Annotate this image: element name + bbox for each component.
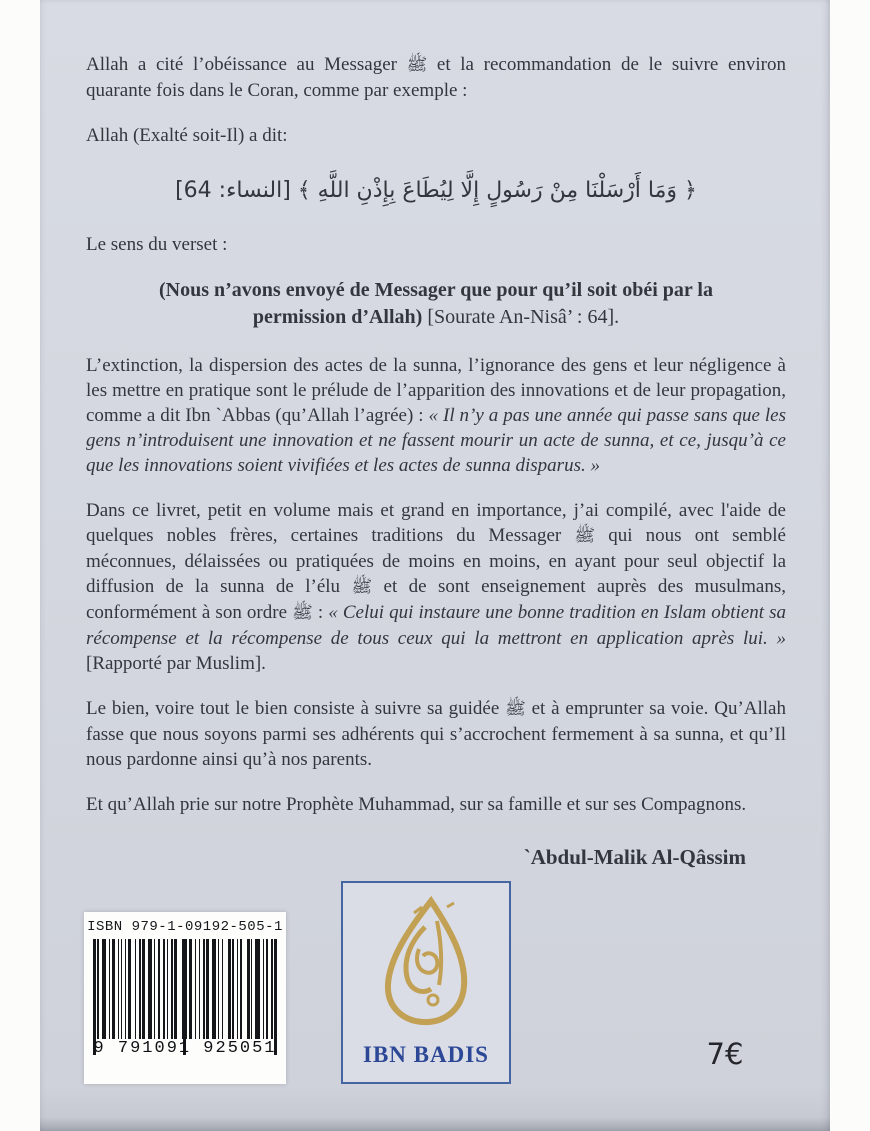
saws-calligraphy-icon: ﷺ bbox=[574, 526, 596, 546]
isbn-barcode bbox=[84, 912, 286, 1084]
paragraph-extinction bbox=[86, 353, 786, 478]
verse-meaning-label: Le sens du verset : bbox=[86, 234, 228, 255]
saws-calligraphy-icon: ﷺ bbox=[406, 55, 428, 75]
paragraph-guidance bbox=[86, 696, 786, 772]
paragraph-booklet-text-4: : bbox=[312, 602, 329, 623]
paragraph-extinction-text: L’extinction, la dispersion des actes de la sunna, l’ignorance des gens et leur négligence à les mettre en pratique sont le prélude de l’apparition des innovations et de leur propagation, comme a dit Ibn `Abbas (qu’Allah l’agrée) : bbox=[86, 355, 786, 426]
barcode-bars bbox=[93, 939, 277, 1039]
isbn-number-label: ISBN 979-1-09192-505-1 bbox=[87, 919, 283, 935]
author-signature: `Abdul-Malik Al-Qâssim bbox=[523, 845, 746, 869]
back-cover-text bbox=[40, 0, 830, 870]
saws-calligraphy-icon: ﷺ bbox=[292, 603, 313, 623]
verse-translation bbox=[149, 277, 723, 331]
saws-calligraphy-icon: ﷺ bbox=[351, 577, 373, 597]
publisher-calligraphy-icon bbox=[367, 893, 485, 1029]
publisher-name: IBN BADIS bbox=[363, 1042, 489, 1067]
book-back-cover bbox=[40, 0, 830, 1131]
paragraph-booklet bbox=[86, 498, 786, 676]
paragraph-booklet-text-3: et de sont enseignement auprès des musulmans, conformément à son ordre bbox=[86, 576, 786, 623]
ibn-abbas-quote: « Il n’y a pas une année qui passe sans que les gens n’introduisent une innovation et ne fassent mourir un acte de sunna, et ce, jusqu’à ce que les innovations soient vivifiées et les actes de sunna disparus. » bbox=[86, 405, 787, 476]
quran-verse-arabic: ﴿ وَمَا أَرْسَلْنَا مِنْ رَسُولٍ إِلَّا لِيُطَاعَ بِإِذْنِ اللَّهِ ﴾ [النساء: 64] bbox=[175, 178, 697, 203]
paragraph-closing-prayer: Et qu’Allah prie sur notre Prophète Muhammad, sur sa famille et sur ses Compagnons. bbox=[86, 794, 747, 815]
hadith-reference: [Rapporté par Muslim]. bbox=[86, 653, 266, 674]
barcode-digits: 9 791091 925051 bbox=[93, 1039, 277, 1058]
verse-translation-reference: [Sourate An-Nisâ’ : 64]. bbox=[427, 306, 620, 328]
saws-calligraphy-icon: ﷺ bbox=[505, 699, 526, 719]
paragraph-guidance-text-2: et à emprunter sa voie. Qu’Allah fasse que nous soyons parmi ses adhérents qui s’accrochent fermement à sa sunna, et qu’Il nous pardonne ainsi qu’à nos parents. bbox=[86, 698, 786, 770]
paragraph-intro bbox=[86, 52, 786, 103]
paragraph-booklet-text-1: Dans ce livret, petit en volume mais et grand en importance, j’ai compilé, avec l'aide de quelques nobles frères, certaines traditions du Messager bbox=[86, 500, 786, 546]
quote-lead-in: Allah (Exalté soit-Il) a dit: bbox=[86, 125, 288, 146]
verse-translation-text: (Nous n’avons envoyé de Messager que pour qu’il soit obéi par la permission d’Allah) bbox=[159, 279, 713, 328]
paragraph-guidance-text-1: Le bien, voire tout le bien consiste à suivre sa guidée bbox=[86, 698, 506, 719]
price-label: 7€ bbox=[706, 1037, 744, 1071]
hadith-quote: « Celui qui instaure une bonne tradition en Islam obtient sa récompense et la récompense de tous ceux qui la mettront en application après lui. » bbox=[86, 602, 786, 649]
paragraph-booklet-text-2: qui nous ont semblé méconnues, délaissées ou pratiquées de moins en moins, en ayant pour seul objectif la diffusion de la sunna de l’élu bbox=[86, 525, 786, 597]
paragraph-intro-text-2: et la recommandation de le suivre environ quarante fois dans le Coran, comme par exemple : bbox=[86, 54, 787, 101]
publisher-logo bbox=[341, 881, 511, 1084]
paragraph-intro-text: Allah a cité l’obéissance au Messager bbox=[86, 54, 407, 75]
